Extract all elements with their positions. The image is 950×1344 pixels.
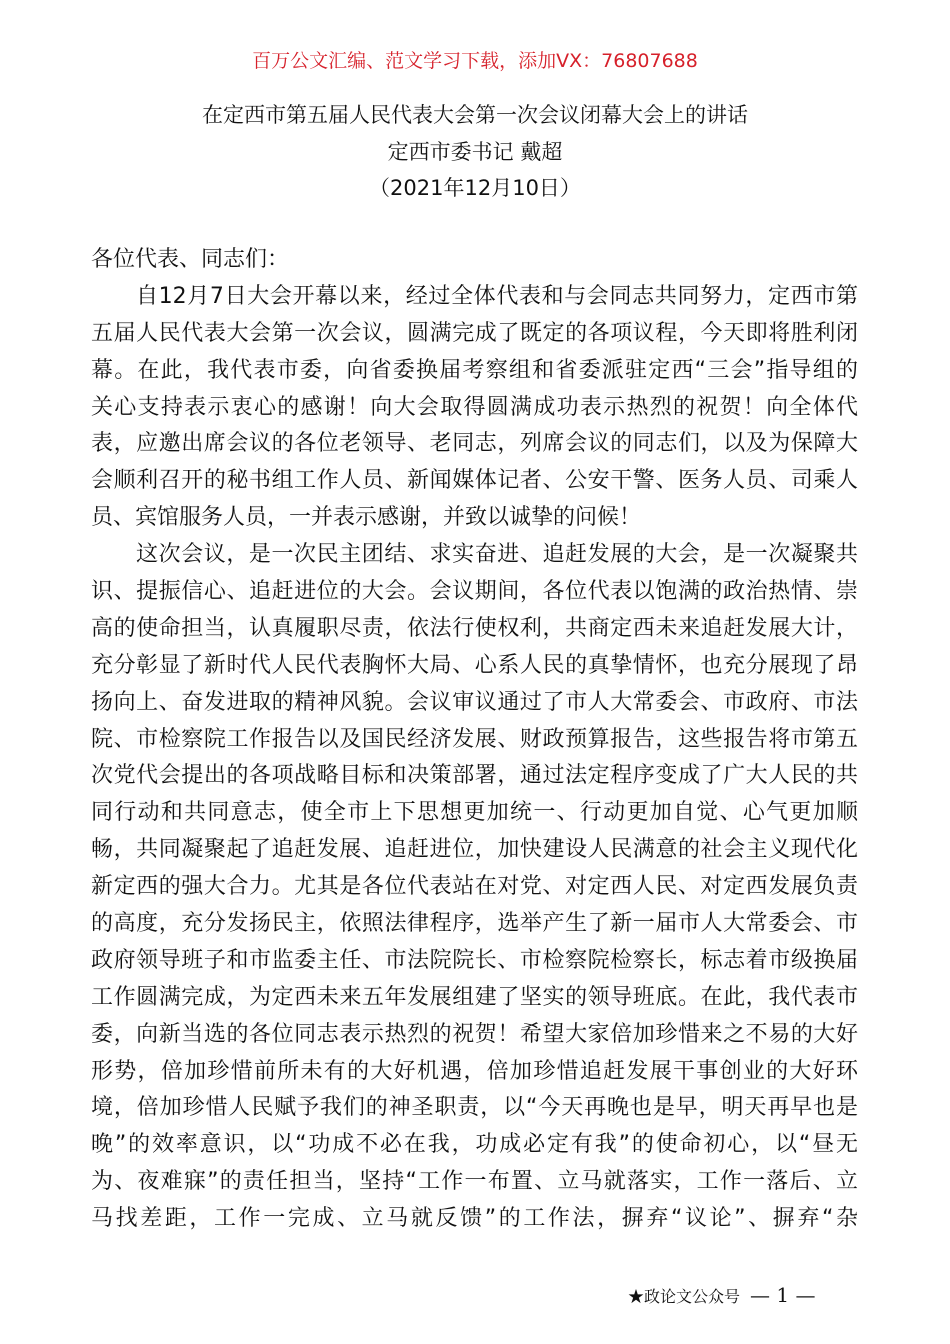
- text-line: 形势，倍加珍惜前所未有的大好机遇，倍加珍惜追赶发展干事创业的大好环: [91, 1058, 858, 1084]
- text-line: 的高度，充分发扬民主，依照法律程序，选举产生了新一届市人大常委会、市: [91, 911, 858, 937]
- page-number: — 1 —: [750, 1283, 816, 1307]
- text-line: 政府领导班子和市监委主任、市法院院长、市检察院检察长，标志着市级换届: [91, 947, 858, 973]
- text-line: 马找差距，工作一完成、立马就反馈”的工作法，摒弃“议论”、摒弃“杂: [91, 1206, 858, 1232]
- text-line: 员、宾馆服务人员，一并表示感谢，并致以诚挚的问候！: [91, 505, 642, 531]
- text-line: 关心支持表示衷心的感谢！向大会取得圆满成功表示热烈的祝贺！向全体代: [91, 394, 858, 420]
- date-line: （2021年12月10日）: [369, 176, 581, 200]
- text-line: 充分彰显了新时代人民代表胸怀大局、心系人民的真挚情怀，也充分展现了昂: [91, 652, 858, 678]
- text-line: 这次会议，是一次民主团结、求实奋进、追赶发展的大会，是一次凝聚共: [136, 542, 858, 568]
- text-line: 晚”的效率意识，以“功成不必在我，功成必定有我”的使命初心，以“昼无: [91, 1132, 858, 1158]
- text-line: 委，向新当选的各位同志表示热烈的祝贺！希望大家倍加珍惜来之不易的大好: [91, 1021, 858, 1047]
- paragraph: [91, 537, 858, 1238]
- page-footer: [628, 1283, 815, 1307]
- promo-banner: 百万公文汇编、范文学习下载，添加VX：76807688: [252, 50, 698, 72]
- text-line: 次党代会提出的各项战略目标和决策部署，通过法定程序变成了广大人民的共: [91, 763, 858, 789]
- text-line: 高的使命担当，认真履职尽责，依法行使权利，共商定西未来追赶发展大计，: [91, 615, 858, 641]
- footer-label: ★政论文公众号: [628, 1286, 741, 1306]
- author-line: 定西市委书记 戴超: [387, 140, 563, 164]
- text-line: 畅，共同凝聚起了追赶发展、追赶进位，加快建设人民满意的社会主义现代化: [91, 837, 858, 863]
- text-line: 五届人民代表大会第一次会议，圆满完成了既定的各项议程，今天即将胜利闭: [91, 320, 858, 346]
- document-body: [91, 242, 858, 1238]
- text-line: 识、提振信心、追赶进位的大会。会议期间，各位代表以饱满的政治热情、崇: [91, 579, 858, 605]
- text-line: 扬向上、奋发进取的精神风貌。会议审议通过了市人大常委会、市政府、市法: [91, 689, 858, 715]
- text-line: 境，倍加珍惜人民赋予我们的神圣职责，以“今天再晚也是早，明天再早也是: [91, 1095, 858, 1121]
- salutation: 各位代表、同志们：: [91, 247, 290, 272]
- text-line: 新定西的强大合力。尤其是各位代表站在对党、对定西人民、对定西发展负责: [91, 874, 858, 900]
- text-line: 会顺利召开的秘书组工作人员、新闻媒体记者、公安干警、医务人员、司乘人: [91, 468, 858, 494]
- text-line: 幕。在此，我代表市委，向省委换届考察组和省委派驻定西“三会”指导组的: [91, 357, 858, 383]
- text-line: 院、市检察院工作报告以及国民经济发展、财政预算报告，这些报告将市第五: [91, 726, 858, 752]
- text-line: 同行动和共同意志，使全市上下思想更加统一、行动更加自觉、心气更加顺: [91, 800, 858, 826]
- paragraph: [91, 279, 858, 537]
- text-line: 工作圆满完成，为定西未来五年发展组建了坚实的领导班底。在此，我代表市: [91, 984, 858, 1010]
- text-line: 自12月7日大会开幕以来，经过全体代表和与会同志共同努力，定西市第: [136, 283, 858, 309]
- document-title: 在定西市第五届人民代表大会第一次会议闭幕大会上的讲话: [202, 103, 748, 127]
- text-line: 为、夜难寐”的责任担当，坚持“工作一布置、立马就落实，工作一落后、立: [91, 1169, 858, 1195]
- text-line: 表，应邀出席会议的各位老领导、老同志，列席会议的同志们，以及为保障大: [91, 431, 858, 457]
